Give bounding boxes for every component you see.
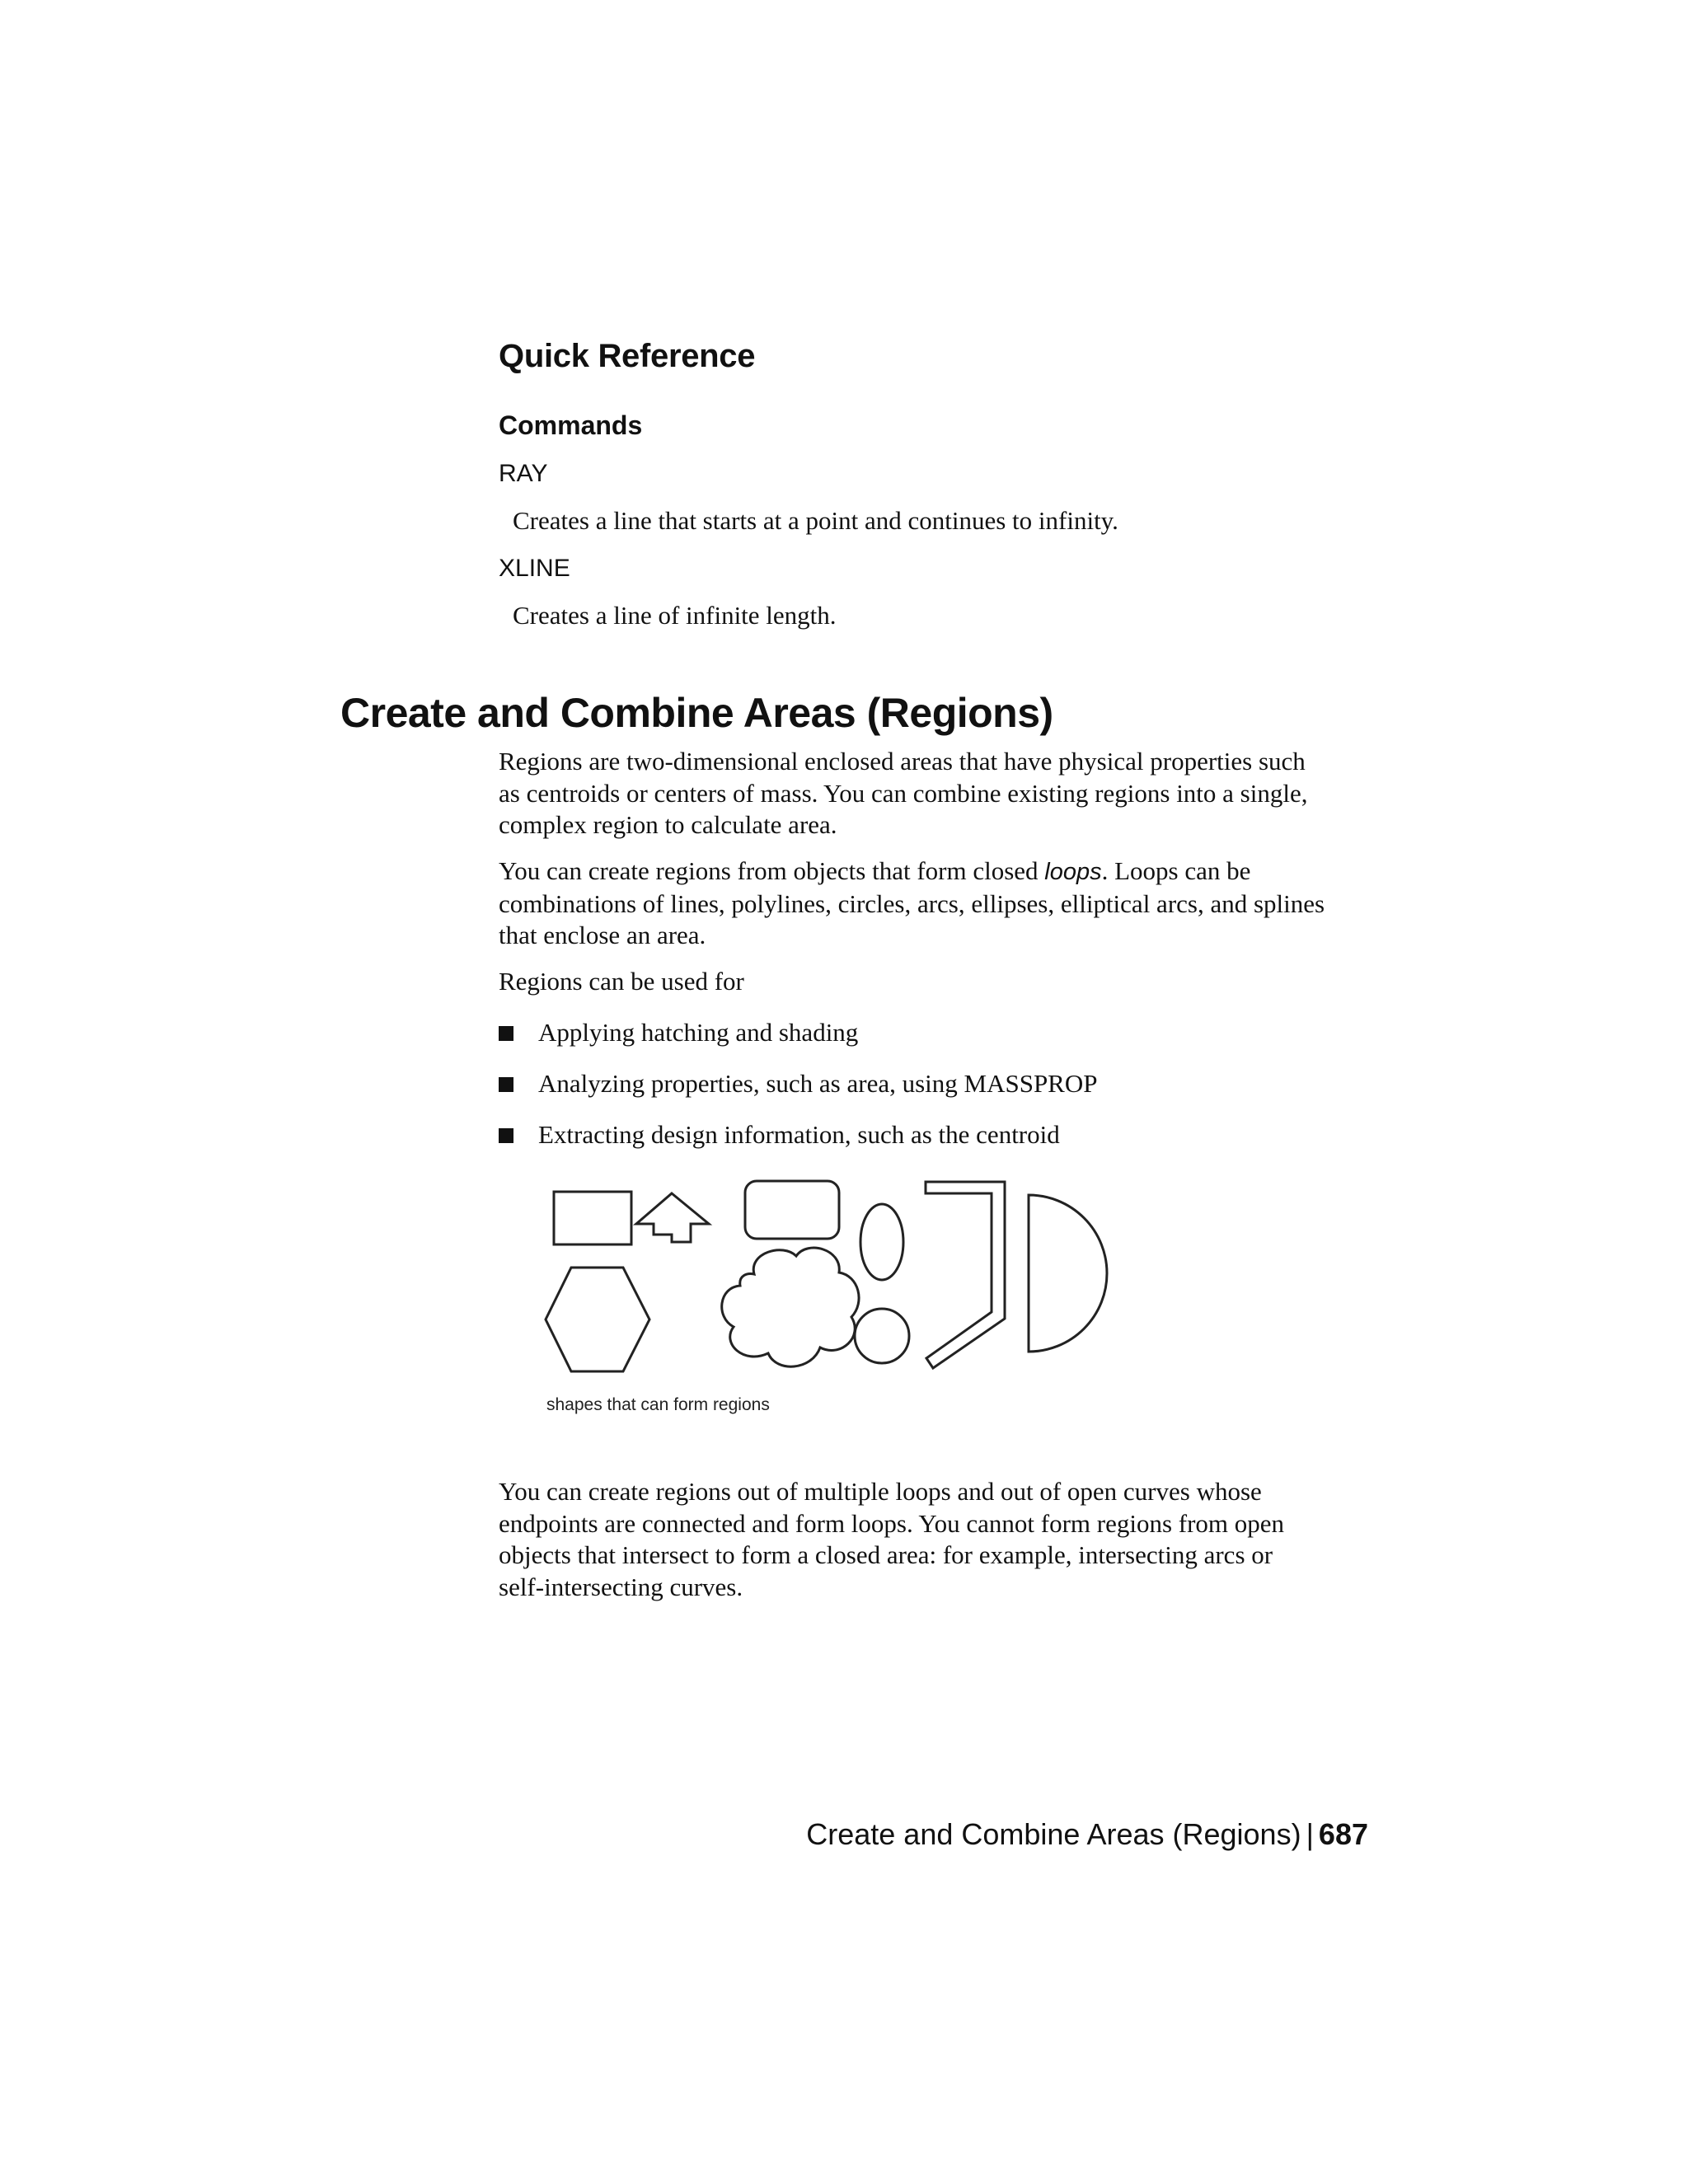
quick-reference-heading: Quick Reference xyxy=(499,338,756,374)
text-line: complex region to calculate area. xyxy=(499,810,837,839)
uses-intro: Regions can be used for xyxy=(499,967,744,996)
text-line: objects that intersect to form a closed area: for example, intersecting arcs or xyxy=(499,1540,1273,1569)
intro-paragraph xyxy=(499,746,1372,841)
section-title: Create and Combine Areas (Regions) xyxy=(340,690,1053,736)
italic-term-loops: loops xyxy=(1044,859,1102,885)
text-segment: You can create regions from objects that form closed xyxy=(499,856,1045,885)
bent-bar-shape xyxy=(926,1182,1005,1368)
text-line: endpoints are connected and form loops. You cannot form regions from open xyxy=(499,1508,1285,1538)
bullet-square-icon xyxy=(499,1128,513,1143)
text-line: combinations of lines, polylines, circles, arcs, ellipses, elliptical arcs, and splines xyxy=(499,888,1325,918)
text-line: that enclose an area. xyxy=(499,921,706,949)
text-line: You can create regions out of multiple loops and out of open curves whose xyxy=(499,1477,1262,1506)
bullet-square-icon xyxy=(499,1026,513,1041)
half-circle-shape xyxy=(1029,1195,1107,1352)
footer-separator: | xyxy=(1306,1817,1314,1851)
loops-paragraph xyxy=(499,855,1372,952)
arrow-shape xyxy=(636,1193,709,1242)
bullet-text: Analyzing properties, such as area, using MASSPROP xyxy=(538,1069,1098,1098)
bullet-item xyxy=(499,1120,1060,1150)
circle-shape xyxy=(855,1309,909,1363)
command-description-xline: Creates a line of infinite length. xyxy=(513,601,837,630)
hexagon-shape xyxy=(546,1268,649,1371)
bullet-square-icon xyxy=(499,1077,513,1092)
command-description-ray: Creates a line that starts at a point and continues to infinity. xyxy=(513,506,1118,535)
text-segment: . Loops can be xyxy=(1101,856,1251,885)
bullet-text: Applying hatching and shading xyxy=(538,1018,859,1047)
bullet-text: Extracting design information, such as the centroid xyxy=(538,1120,1060,1149)
page-number: 687 xyxy=(1318,1817,1368,1851)
bullet-item xyxy=(499,1069,1098,1099)
cloud-shape xyxy=(722,1248,859,1366)
text-line: self-intersecting curves. xyxy=(499,1572,743,1601)
command-name-xline: XLINE xyxy=(499,555,570,582)
ellipse-shape xyxy=(860,1204,903,1280)
text-line: Regions are two-dimensional enclosed areas that have physical properties such xyxy=(499,747,1306,776)
page-footer xyxy=(806,1817,1368,1852)
shapes-figure xyxy=(536,1170,1129,1393)
bullet-item xyxy=(499,1018,858,1047)
text-line: as centroids or centers of mass. You can combine existing regions into a single, xyxy=(499,778,1308,808)
command-name-ray: RAY xyxy=(499,460,548,487)
loops-detail-paragraph xyxy=(499,1476,1372,1603)
rectangle-shape xyxy=(554,1192,631,1244)
commands-heading: Commands xyxy=(499,410,643,440)
footer-title: Create and Combine Areas (Regions) xyxy=(806,1817,1301,1851)
rounded-rectangle-shape xyxy=(745,1181,839,1239)
text-line xyxy=(499,855,1372,888)
figure-caption: shapes that can form regions xyxy=(546,1395,770,1414)
